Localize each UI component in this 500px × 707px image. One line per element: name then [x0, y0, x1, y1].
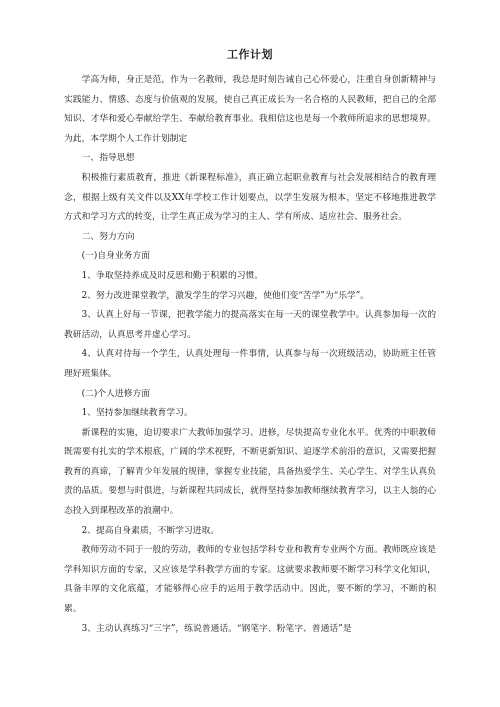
section-heading: 二、努力方向	[81, 231, 135, 242]
list-item: 3、主动认真练习“三字”，练说普通话。“钢笔字、粉笔字、普通话”是	[81, 623, 352, 634]
paragraph: 新课程的实施，迫切要求广大教师加强学习、进修，尽快提高专业化水平。优秀的中职教师既需要有扎实的学术根底，广阔的学术视野，不断更新知识、追逐学术前沿的意识，又需要把握教育的真谛，了解青少年发展的规律，掌握专业技能，具备热爱学生、关心学生、对学生认真负责的品质。要想与时俱进，与新课程共同成长，就得坚持参加教师继续教育学习，以主人翁的心态投入到课程改革的浪潮中。	[64, 427, 436, 517]
list-item: 2、提高自身素质，不断学习进取。	[81, 525, 220, 536]
document-title: 工作计划	[227, 48, 273, 61]
document-body	[64, 71, 436, 639]
paragraph: 学高为师，身正是范，作为一名教师，我总是时刻告诫自己心怀爱心，注重自身创新精神与实践能力、情感、态度与价值观的发展，使自己真正成长为一名合格的人民教师，把自己的全部知识、才华和爱心奉献给学生、奉献给教育事业。我相信这也是每一个教师所追求的思想境界。为此，本学期个人工作计划制定	[64, 75, 436, 144]
list-item: 3、认真上好每一节课，把教学能力的提高落实在每一天的课堂教学中。认真参加每一次的教研活动，认真思考并虚心学习。	[64, 310, 436, 340]
list-item: 1、争取坚持养成及时反思和勤于积累的习惯。	[81, 270, 264, 281]
paragraph: 教师劳动不同于一般的劳动，教师的专业包括学科专业和教育专业两个方面。教师既应该是学科知识方面的专家，又应该是学科教学方面的专家。这就要求教师要不断学习科学文化知识，具备丰厚的文化底蕴，才能够得心应手的运用于教学活动中。因此，要不断的学习，不断的积累。	[64, 545, 436, 615]
subsection-heading: (二)个人进修方面	[81, 388, 151, 399]
paragraph: 积极推行素质教育，推进《新课程标准》，真正确立起职业教育与社会发展相结合的教育理念，根据上级有关文件以及XX年学校工作计划要点，以学生发展为根本，坚定不移地推进教学方式和学习方式的转变，让学生真正成为学习的主人、学有所成、适应社会、服务社会。	[64, 172, 436, 223]
subsection-heading: (一)自身业务方面	[81, 251, 151, 262]
list-item: 4、认真对待每一个学生，认真处理每一件事情，认真参与每一次班级活动，协助班主任管理好班集体。	[64, 349, 436, 379]
section-heading: 一、指导思想	[81, 153, 135, 164]
list-item: 1、坚持参加继续教育学习。	[81, 408, 193, 419]
list-item: 2、努力改进课堂教学，激发学生的学习兴趣，使他们变“苦学”为“乐学”。	[81, 290, 370, 301]
